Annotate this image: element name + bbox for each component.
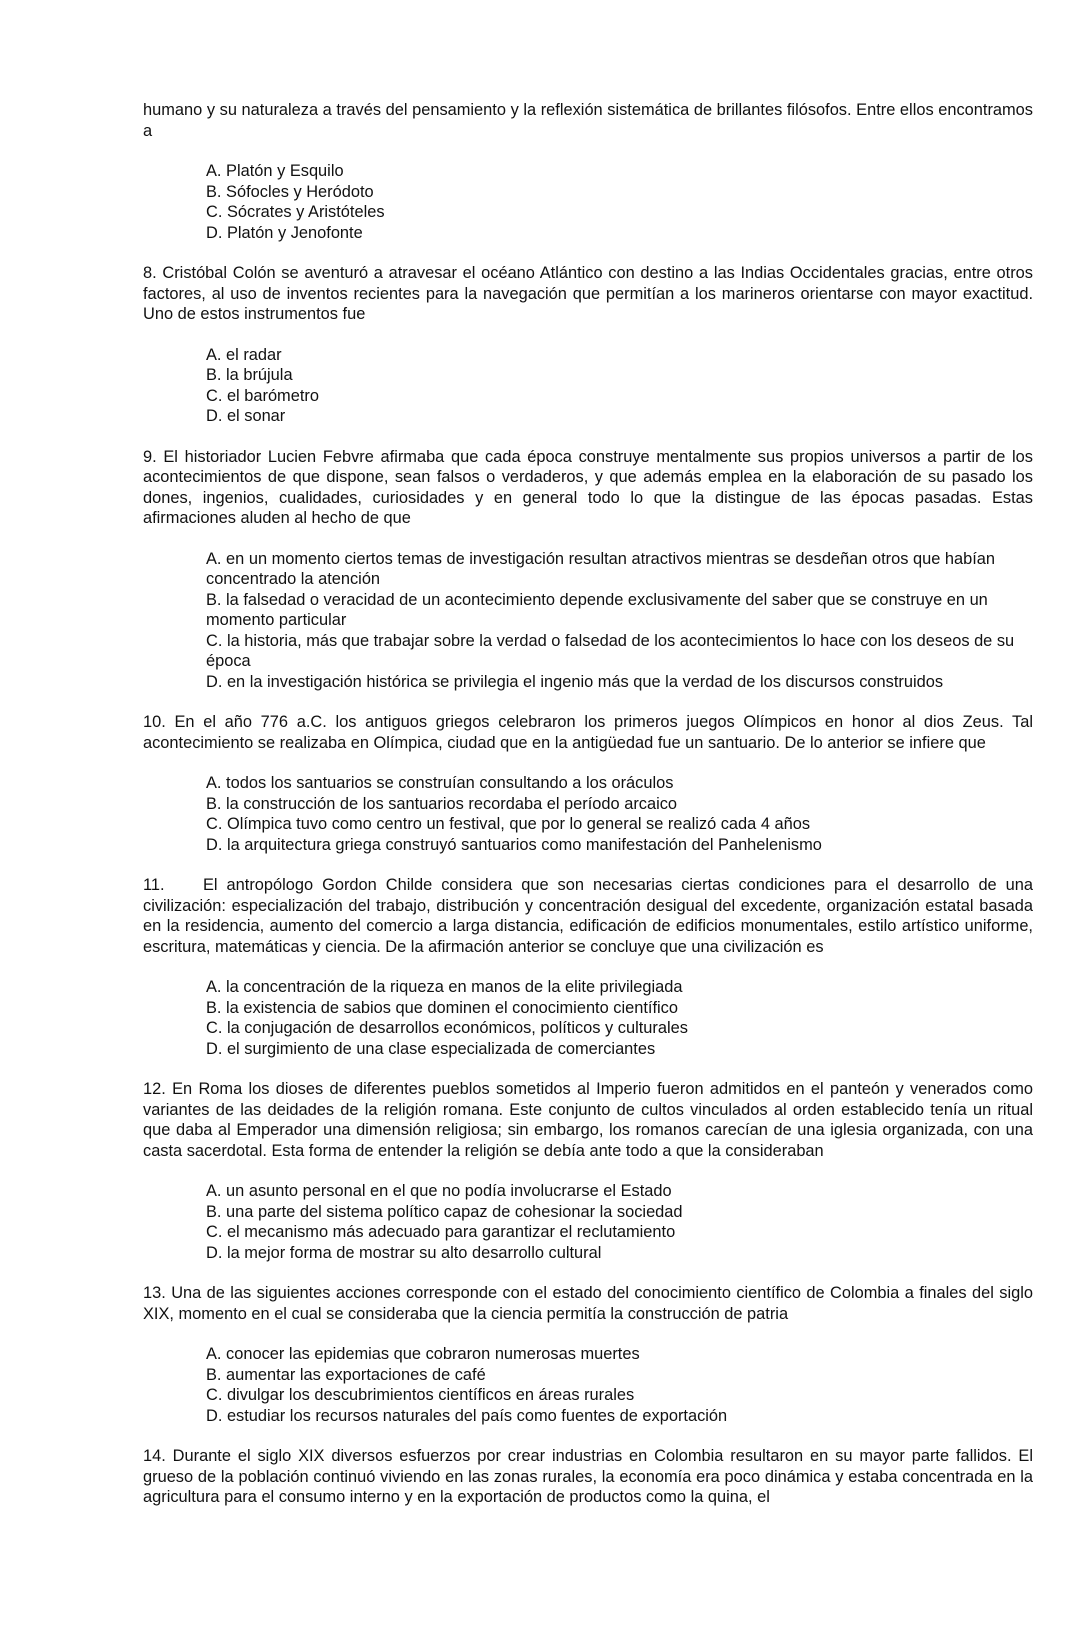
intro-options — [206, 161, 1033, 243]
option-c: C. Sócrates y Aristóteles — [206, 203, 385, 221]
option-d: D. en la investigación histórica se privilegia el ingenio más que la verdad de los discursos construidos — [206, 672, 944, 691]
document-page — [143, 100, 1033, 1508]
option-c: C. el mecanismo más adecuado para garantizar el reclutamiento — [206, 1223, 676, 1241]
question-10-options — [206, 773, 1033, 855]
option-b: B. la falsedad o veracidad de un acontecimiento depende exclusivamente del saber que se construye en un momento particular — [206, 590, 988, 629]
option-d: D. Platón y Jenofonte — [206, 223, 363, 242]
question-11 — [143, 875, 1033, 957]
question-14: 14. Durante el siglo XIX diversos esfuerzos por crear industrias en Colombia resultaron en su mayor parte fallidos. El grueso de la población continuó viviendo en las zonas rurales, la economía era poco dinámica y estaba concentrada en la agricultura para el consumo interno y en la exportación de productos como la quina, el — [143, 1447, 1033, 1506]
option-b: B. aumentar las exportaciones de café — [206, 1365, 486, 1384]
option-b: B. la existencia de sabios que dominen el conocimiento científico — [206, 998, 678, 1017]
question-9: 9. El historiador Lucien Febvre afirmaba que cada época construye mentalmente sus propios universos a partir de los acontecimientos de que dispone, sean falsos o verdaderos, y que además emplea en la elaboración de su pasado los dones, ingenios, cualidades, curiosidades y en general todo lo que la distingue de las épocas pasadas. Estas afirmaciones aluden al hecho de que — [143, 447, 1033, 527]
option-a: A. conocer las epidemias que cobraron numerosas muertes — [206, 1345, 640, 1363]
option-d: D. el surgimiento de una clase especializada de comerciantes — [206, 1039, 656, 1058]
option-d: D. estudiar los recursos naturales del país como fuentes de exportación — [206, 1406, 728, 1425]
question-12: 12. En Roma los dioses de diferentes pueblos sometidos al Imperio fueron admitidos en el panteón y venerados como variantes de las deidades de la religión romana. Este conjunto de cultos vinculados al orden establecido tenía un ritual que daba al Emperador una dimensión religiosa; sin embargo, los romanos carecían de una iglesia organizada, con una casta sacerdotal. Esta forma de entender la religión se debía ante todo a que la consideraban — [143, 1080, 1033, 1160]
option-c: C. divulgar los descubrimientos científicos en áreas rurales — [206, 1386, 635, 1404]
intro-paragraph: humano y su naturaleza a través del pensamiento y la reflexión sistemática de brillantes filósofos. Entre ellos encontramos a — [143, 101, 1033, 140]
option-d: D. la mejor forma de mostrar su alto desarrollo cultural — [206, 1243, 602, 1262]
option-c: C. la conjugación de desarrollos económicos, políticos y culturales — [206, 1019, 688, 1037]
option-b: B. una parte del sistema político capaz de cohesionar la sociedad — [206, 1202, 683, 1221]
option-b: B. Sófocles y Heródoto — [206, 182, 374, 201]
option-c: C. Olímpica tuvo como centro un festival, que por lo general se realizó cada 4 años — [206, 815, 811, 833]
question-8-options — [206, 345, 1033, 427]
question-13: 13. Una de las siguientes acciones corresponde con el estado del conocimiento científico de Colombia a finales del siglo XIX, momento en el cual se consideraba que la ciencia permitía la construcción de patria — [143, 1284, 1033, 1323]
question-12-options — [206, 1181, 1033, 1263]
option-c: C. la historia, más que trabajar sobre la verdad o falsedad de los acontecimientos lo hace con los deseos de su época — [206, 631, 1015, 670]
question-13-options — [206, 1344, 1033, 1426]
option-a: A. todos los santuarios se construían consultando a los oráculos — [206, 774, 674, 792]
option-a: A. un asunto personal en el que no podía involucrarse el Estado — [206, 1182, 672, 1200]
option-b: B. la brújula — [206, 366, 293, 384]
option-a: A. en un momento ciertos temas de investigación resultan atractivos mientras se desdeñan otros que habían concentrado la atención — [206, 549, 996, 588]
option-a: A. el radar — [206, 345, 282, 364]
option-b: B. la construcción de los santuarios recordaba el período arcaico — [206, 794, 678, 813]
question-11-options — [206, 977, 1033, 1059]
option-a: A. la concentración de la riqueza en manos de la elite privilegiada — [206, 978, 683, 996]
question-11-number: 11. — [143, 876, 165, 894]
option-d: D. la arquitectura griega construyó santuarios como manifestación del Panhelenismo — [206, 835, 822, 854]
question-11-text: El antropólogo Gordon Childe considera que son necesarias ciertas condiciones para el desarrollo de una civilización: especialización del trabajo, distribución y concentración desigual del excedente, organización estatal basada en la residencia, aumento del comercio a larga distancia, edificación de edificios monumentales, estilo artístico uniforme, escritura, matemáticas y ciencia. De la afirmación anterior se concluye que una civilización es — [143, 876, 1033, 956]
option-a: A. Platón y Esquilo — [206, 162, 344, 180]
option-d: D. el sonar — [206, 407, 286, 425]
question-9-options — [206, 549, 1033, 693]
question-8: 8. Cristóbal Colón se aventuró a atravesar el océano Atlántico con destino a las Indias Occidentales gracias, entre otros factores, al uso de inventos recientes para la navegación que permitían a los marineros orientarse con mayor exactitud. Uno de estos instrumentos fue — [143, 264, 1033, 323]
option-c: C. el barómetro — [206, 386, 319, 405]
question-10: 10. En el año 776 a.C. los antiguos griegos celebraron los primeros juegos Olímpicos en honor al dios Zeus. Tal acontecimiento se realizaba en Olímpica, ciudad que en la antigüedad fue un santuario. De lo anterior se infiere que — [143, 713, 1033, 752]
